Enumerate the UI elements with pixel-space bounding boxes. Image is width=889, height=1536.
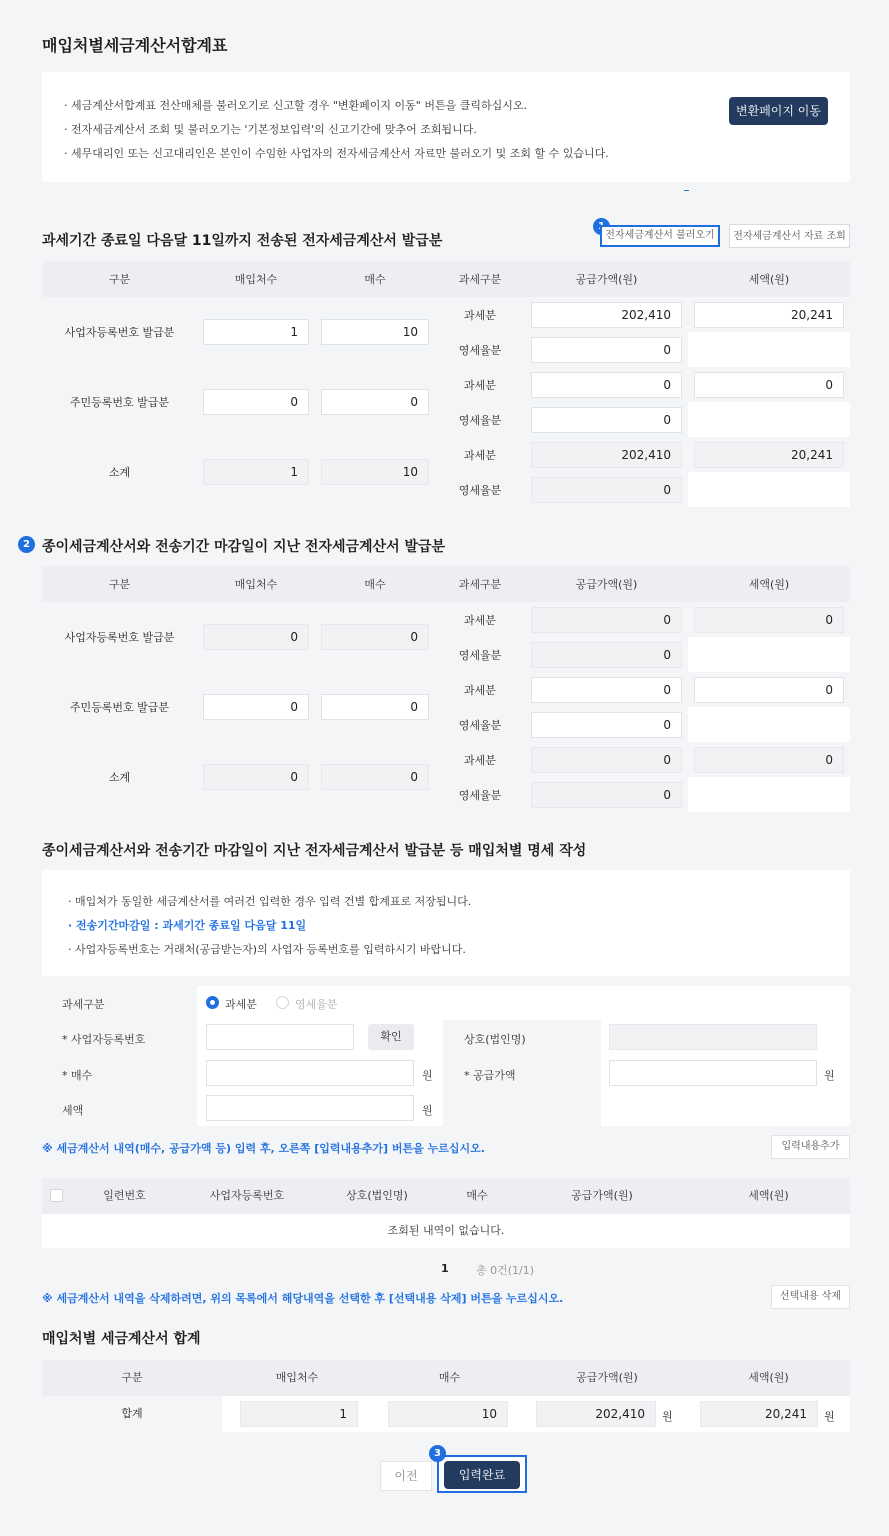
col-header: 공급가액(원) xyxy=(525,566,688,602)
won-unit: 원 xyxy=(662,1410,673,1423)
summary-col-header: 구분 xyxy=(121,1371,143,1384)
summary-supply: 202,410 xyxy=(536,1401,656,1427)
guide-line-1: · 매입처가 동일한 세금계산서를 여러건 입력한 경우 입력 건별 합계표로 저장됩니다. xyxy=(68,895,472,908)
zero-rate-label: 영세율분 xyxy=(435,707,525,742)
summary-tax: 20,241 xyxy=(700,1401,818,1427)
confirm-button[interactable]: 확인 xyxy=(368,1024,414,1050)
section2-table xyxy=(42,566,850,812)
taxable-amount-input[interactable]: 0 xyxy=(531,677,682,703)
zero-rate-label: 영세율분 xyxy=(435,402,525,437)
delete-selected-button[interactable]: 선택내용 삭제 xyxy=(771,1285,850,1309)
taxable-label: 과세분 xyxy=(435,602,525,637)
zero-amount-input[interactable]: 0 xyxy=(531,337,682,363)
count-input[interactable]: 0 xyxy=(321,389,429,415)
row-label: 주민등록번호 발급분 xyxy=(42,672,197,742)
taxable-label: 과세분 xyxy=(435,742,525,777)
section2-title: 종이세금계산서와 전송기간 마감일이 지난 전자세금계산서 발급분 xyxy=(42,539,446,555)
notice-panel xyxy=(42,72,850,182)
notice-line-3: · 세무대리인 또는 신고대리인은 본인이 수임한 사업자의 전자세금계산서 자료만 불러오기 및 조회 할 수 있습니다. xyxy=(64,147,609,160)
guide-panel xyxy=(42,870,850,976)
count-input[interactable]: 0 xyxy=(321,694,429,720)
zero-rate-label: 영세율분 xyxy=(435,332,525,367)
section1-title: 과세기간 종료일 다음달 11일까지 전송된 전자세금계산서 발급분 xyxy=(42,233,443,249)
summary-title: 매입처별 세금계산서 합계 xyxy=(42,1331,201,1347)
row-label: 소계 xyxy=(42,742,197,812)
col-header: 매수 xyxy=(315,261,435,297)
row-label: 사업자등록번호 발급분 xyxy=(42,602,197,672)
list-col-header: 사업자등록번호 xyxy=(209,1189,285,1202)
won-unit: 원 xyxy=(422,1104,433,1117)
count-input[interactable]: 10 xyxy=(321,319,429,345)
suppliers-input[interactable]: 1 xyxy=(203,319,309,345)
step-badge-3: 3 xyxy=(429,1445,446,1462)
step-badge-2: 2 xyxy=(18,536,35,553)
section3-title: 종이세금계산서와 전송기간 마감일이 지난 전자세금계산서 발급분 등 매입처별 명세 작성 xyxy=(42,843,587,859)
zero-rate-label: 영세율분 xyxy=(435,637,525,672)
zero-amount-input[interactable]: 0 xyxy=(531,407,682,433)
taxable-amount-readonly: 0 xyxy=(531,747,682,773)
zero-rate-label: 영세율분 xyxy=(435,777,525,812)
taxable-label: 과세분 xyxy=(435,297,525,332)
summary-header xyxy=(42,1360,850,1396)
select-all-checkbox[interactable] xyxy=(50,1189,63,1202)
taxable-label: 과세분 xyxy=(435,437,525,472)
taxable-amount-readonly: 202,410 xyxy=(531,442,682,468)
suppliers-input[interactable]: 0 xyxy=(203,389,309,415)
row-label: 소계 xyxy=(42,437,197,507)
summary-suppliers: 1 xyxy=(240,1401,358,1427)
suppliers-readonly: 0 xyxy=(203,624,309,650)
count-label: * 매수 xyxy=(62,1069,93,1082)
taxable-label: 과세분 xyxy=(435,367,525,402)
tax-type-label: 과세구분 xyxy=(62,998,105,1011)
col-header: 과세구분 xyxy=(435,261,525,297)
col-header: 세액(원) xyxy=(688,261,850,297)
radio-taxable[interactable] xyxy=(206,996,219,1009)
tax-label: 세액 xyxy=(62,1104,84,1117)
summary-count: 10 xyxy=(388,1401,508,1427)
list-col-header: 공급가액(원) xyxy=(571,1189,633,1202)
supply-label: * 공급가액 xyxy=(464,1069,516,1082)
tax-input[interactable]: 20,241 xyxy=(694,302,844,328)
summary-col-header: 세액(원) xyxy=(748,1371,789,1384)
summary-row-label: 합계 xyxy=(42,1396,222,1432)
tax-readonly: 20,241 xyxy=(694,442,844,468)
taxable-amount-readonly: 0 xyxy=(531,607,682,633)
tax-input[interactable]: 0 xyxy=(694,372,844,398)
biz-no-label: * 사업자등록번호 xyxy=(62,1033,146,1046)
taxable-amount-input[interactable]: 0 xyxy=(531,372,682,398)
list-col-header: 매수 xyxy=(466,1189,488,1202)
count-readonly: 0 xyxy=(321,764,429,790)
list-header xyxy=(42,1178,850,1214)
count-readonly: 0 xyxy=(321,624,429,650)
zero-amount-readonly: 0 xyxy=(531,642,682,668)
suppliers-readonly: 1 xyxy=(203,459,309,485)
page-number[interactable]: 1 xyxy=(441,1262,449,1275)
tax-readonly: 0 xyxy=(694,607,844,633)
zero-amount-readonly: 0 xyxy=(531,782,682,808)
biz-no-input[interactable] xyxy=(206,1024,354,1050)
row-label: 주민등록번호 발급분 xyxy=(42,367,197,437)
page-title: 매입처별세금계산서합계표 xyxy=(42,36,228,55)
notice-line-2: · 전자세금계산서 조회 및 불러오기는 '기본정보입력'의 신고기간에 맞추어 조회됩니다. xyxy=(64,123,477,136)
zero-amount-readonly: 0 xyxy=(531,477,682,503)
won-unit: 원 xyxy=(422,1069,433,1082)
load-etax-button[interactable]: 전자세금계산서 불러오기 xyxy=(600,225,720,247)
company-readonly xyxy=(609,1024,817,1050)
won-unit: 원 xyxy=(824,1410,835,1423)
list-col-header: 세액(원) xyxy=(748,1189,789,1202)
section1-table xyxy=(42,261,850,507)
summary-col-header: 공급가액(원) xyxy=(576,1371,638,1384)
zero-amount-input[interactable]: 0 xyxy=(531,712,682,738)
delete-note: ※ 세금계산서 내역을 삭제하려면, 위의 목록에서 해당내역을 선택한 후 [선택내용 삭제] 버튼을 누르십시오. xyxy=(42,1292,564,1305)
empty-list-message: 조회된 내역이 없습니다. xyxy=(42,1214,850,1248)
won-unit: 원 xyxy=(824,1069,835,1082)
radio-zero-rate[interactable] xyxy=(276,996,289,1009)
add-entry-button[interactable]: 입력내용추가 xyxy=(771,1135,850,1159)
col-header: 매수 xyxy=(315,566,435,602)
company-label: 상호(법인명) xyxy=(464,1033,526,1046)
row-label: 사업자등록번호 발급분 xyxy=(42,297,197,367)
col-header: 구분 xyxy=(42,261,197,297)
col-header: 구분 xyxy=(42,566,197,602)
tax-readonly: 0 xyxy=(694,747,844,773)
query-etax-button[interactable]: 전자세금계산서 자료 조회 xyxy=(729,224,850,248)
summary-col-header: 매수 xyxy=(438,1371,461,1384)
col-header: 세액(원) xyxy=(688,566,850,602)
suppliers-input[interactable]: 0 xyxy=(203,694,309,720)
col-header: 과세구분 xyxy=(435,566,525,602)
summary-col-header: 매입처수 xyxy=(275,1371,319,1384)
radio-taxable-label: 과세분 xyxy=(225,998,257,1011)
taxable-label: 과세분 xyxy=(435,672,525,707)
complete-button[interactable]: 입력완료 xyxy=(444,1461,520,1489)
tax-input[interactable]: 0 xyxy=(694,677,844,703)
col-header: 매입처수 xyxy=(197,566,315,602)
radio-zero-rate-label: 영세율분 xyxy=(295,998,338,1011)
taxable-amount-input[interactable]: 202,410 xyxy=(531,302,682,328)
tax-field[interactable] xyxy=(206,1095,414,1121)
convert-page-button[interactable]: 변환페이지 이동 xyxy=(729,97,828,125)
guide-line-3: · 사업자등록번호는 거래처(공급받는자)의 사업자 등록번호를 입력하시기 바랍니다. xyxy=(68,943,466,956)
notice-line-1: · 세금계산서합계표 전산매체를 불러오기로 신고할 경우 "변환페이지 이동" 버튼을 클릭하십시오. xyxy=(64,99,527,112)
col-header: 공급가액(원) xyxy=(525,261,688,297)
zero-rate-label: 영세율분 xyxy=(435,472,525,507)
prev-button[interactable]: 이전 xyxy=(380,1461,432,1491)
count-field[interactable] xyxy=(206,1060,414,1086)
small-marker xyxy=(684,190,689,191)
count-readonly: 10 xyxy=(321,459,429,485)
list-col-header: 일련번호 xyxy=(103,1189,146,1202)
col-header: 매입처수 xyxy=(197,261,315,297)
add-note: ※ 세금계산서 내역(매수, 공급가액 등) 입력 후, 오른쪽 [입력내용추가] 버튼을 누르십시오. xyxy=(42,1142,485,1155)
list-col-header: 상호(법인명) xyxy=(346,1189,408,1202)
page-info: 총 0건(1/1) xyxy=(476,1264,535,1277)
suppliers-readonly: 0 xyxy=(203,764,309,790)
guide-line-2: · 전송기간마감일 : 과세기간 종료일 다음달 11일 xyxy=(68,919,307,932)
supply-field[interactable] xyxy=(609,1060,817,1086)
